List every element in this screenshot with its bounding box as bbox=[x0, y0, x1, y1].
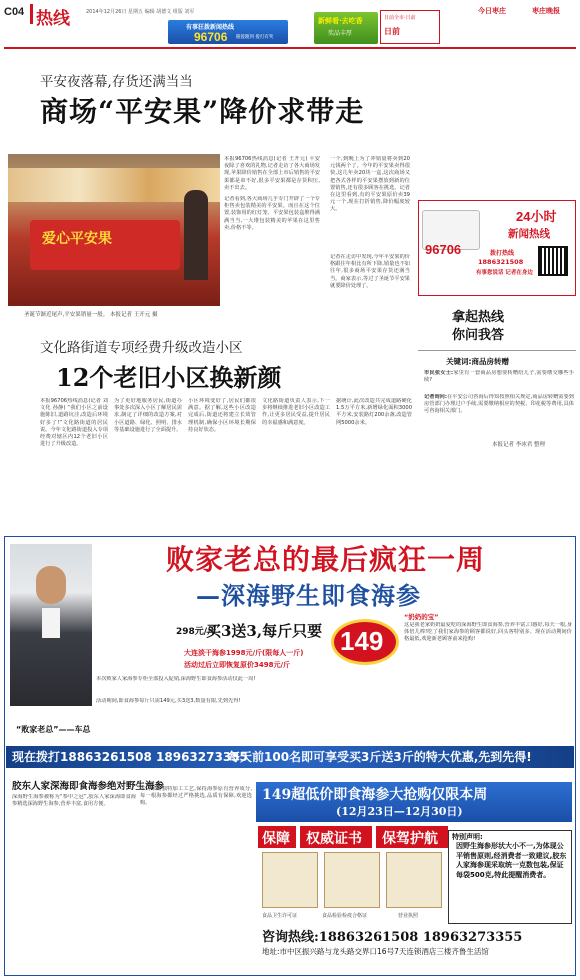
hotline-sub: 随拨随到 拨打有奖 bbox=[236, 35, 274, 40]
story2-col-1: 本报96706热线消息(记者 刘文化 孙静) “我们小区之前设施陈旧,道路坑洼,改造后环境好多了!”文化路街道的居民说。今年文化路街道投入专项经费对辖区内12个老旧小区进行了升级改造。 bbox=[40, 398, 108, 448]
header-meta: 2014年12月26日 星期五 编辑 胡德文 组版 刘军 bbox=[86, 9, 195, 15]
story1-body-1: 本报96706热线消息(记者 王开元) 平安夜除了喜欢的礼物,记者走访了各大商场发现,苹果降价销售在全部上市后销售的平安果都是串不好,很多平安果都是存货积压,卖不出去。 bbox=[224, 156, 320, 191]
ad-price-orig: 298元/斤 bbox=[176, 627, 217, 637]
story2-col-3: 小区环境变好了,居民们都很满意。据了解,这些小区改造完成后,街道还将建立长效管理机制,确保小区环境长期保持良好状态。 bbox=[188, 398, 256, 433]
story1-kicker: 平安夜落幕,存货还满当当 bbox=[40, 74, 193, 90]
hotline-box-subtitle: 新闻热线 bbox=[508, 228, 550, 240]
story1-photo bbox=[8, 154, 220, 306]
boxed-ad-text2: 日前 bbox=[384, 27, 400, 36]
ad-offer: 买3送3,每斤只要 bbox=[206, 622, 323, 640]
story2-kicker: 文化路街道专项经费升级改造小区 bbox=[40, 340, 243, 356]
story2-headline: 12个老旧小区换新颜 bbox=[56, 363, 282, 392]
ad-hotline: 咨询热线:18863261508 18963273355 bbox=[262, 930, 523, 945]
ad-promo-date: (12月23日—12月30日) bbox=[336, 805, 463, 818]
story2-col-4: 文化路街道负责人表示,下一步将继续推进老旧小区改造工作,让更多居民受益,提升居民的幸福感和满意度。 bbox=[262, 398, 330, 426]
qa-answer bbox=[424, 394, 574, 438]
note-text: 因野生海参形状大小不一,为体现公平销售原则,经消费者一致建议,胶东人家海参现采取统一克数包装,保证每袋500克,特此提醒消费者。 bbox=[456, 842, 567, 879]
qa-answer-text: 在平安公司咨询后得知按照相关规定,商品房转赠需要到房管部门办理过户手续,需要缴纳相应的契税、印花税等费用,具体可咨询相关部门。 bbox=[424, 394, 574, 415]
portrait-face bbox=[36, 566, 66, 604]
green-ad-text2: 奖品丰厚 bbox=[328, 30, 353, 37]
ad-left-title: 胶东人家深海即食海参绝对野生海参 bbox=[12, 781, 165, 792]
qr-sub: 有事您说话 记者在身边 bbox=[476, 270, 533, 276]
brand-logo: 今日枣庄 bbox=[478, 6, 506, 15]
story1-headline: 商场“平安果”降价求带走 bbox=[40, 95, 365, 128]
ad-left-text: 深海野生海参被称为“参中之冠”,胶东人家深海即食海参精选深海野生海参,营养丰富,食用方便。 bbox=[12, 794, 136, 808]
story1-body-4: 记者在走访中发现,今年平安果的价格跟往年相比有所下降,销量也不如往年,很多商场平安果存货还满当当。商家表示,等过了圣诞节平安果就要降价处理了。 bbox=[330, 254, 410, 289]
ad-promo-title: 149超低价即食海参大抢购仅限本周 bbox=[262, 787, 488, 803]
story1-body-2: 记者看到,各大商场几乎专门开辟了一个专柜售卖包装精美的平安果。而且在这个位置,装饰用的红灯笼、平安果包装盒堆得满满当当,一大堆包装精美的苹果在这里售卖,价格不等。 bbox=[224, 196, 320, 231]
qr-code bbox=[538, 246, 568, 276]
qa-author: 本报记者 李冰君 整理 bbox=[492, 442, 545, 448]
ad-address: 地址:市中区振兴路与龙头路交界口16号7天连锁酒店三楼齐鲁生活馆 bbox=[262, 947, 489, 956]
boxed-ad-text: 日前全市·日前 bbox=[384, 15, 416, 21]
ad-body-2: 活动期间,即食海参每斤只需149元,买3送3,数量有限,先到先得! bbox=[96, 698, 241, 704]
qa-question-label: 市民张女士: bbox=[424, 370, 454, 376]
ad-price-big: 149 bbox=[340, 626, 384, 656]
story1-body-3: 一个,到晚上为了冲销量将卖到20元钱两个了。今年的平安果卖得很快,这几年卖20块一盒,这次商场又把各式各样的平安果摆放到新的位置销售,还有很多顾客在挑选。记者在这里看到,有的平安果原价卖39元一个,现在打折销售,降价幅度较大。 bbox=[330, 156, 410, 213]
header-rule bbox=[4, 47, 576, 49]
page-number: C04 bbox=[4, 6, 25, 18]
portrait-shirt bbox=[42, 608, 60, 638]
ad-right-text: 这是我老家奶奶最爱吃的深海野生即食海参,营养丰富,口感好,每天一根,身体倍儿棒!吃了我们家海参的顾客都说好,回头客特别多。现在活动期间价格最低,欢迎新老顾客前来抢购! bbox=[404, 622, 572, 643]
cert-label-3: 营业执照 bbox=[398, 913, 419, 919]
photo-sign: 爱心平安果 bbox=[42, 231, 112, 247]
qa-answer-label: 记者询问: bbox=[424, 394, 447, 400]
qr-number: 1886321508 bbox=[478, 258, 524, 266]
qa-question bbox=[424, 370, 574, 392]
note-title: 特别声明: bbox=[452, 833, 483, 841]
ad-line-1: 大连淡干海参1998元/斤(限每人一斤) bbox=[184, 649, 304, 657]
ad-call-offer: 每天前100名即可享受买3斤送3斤的特大优惠,先到先得! bbox=[228, 750, 532, 764]
brand-logo-2: 枣庄晚报 bbox=[532, 6, 560, 15]
badge-2-text: 权威证书 bbox=[306, 831, 362, 847]
hotline-number-big: 96706 bbox=[425, 242, 462, 257]
ad-line-2: 活动过后立即恢复原价3498元/斤 bbox=[184, 661, 291, 669]
section-title: 热线 bbox=[36, 9, 70, 29]
hotline-box-title: 24小时 bbox=[516, 209, 557, 224]
story2-col-2: 为了更好地服务居民,街道办事处多次深入小区了解居民需求,制定了详细的改造方案,对小区道路、绿化、照明、排水等基础设施进行了全面提升。 bbox=[114, 398, 182, 433]
slogan-line-2: 你问我答 bbox=[452, 328, 505, 343]
ad-subtitle: —深海野生即食海参 bbox=[196, 581, 421, 610]
cert-label-2: 食品检验检疫合格证 bbox=[322, 913, 368, 919]
slogan-line-1: 拿起热线 bbox=[452, 310, 505, 325]
ad-mid-text: 本店采用独特加工工艺,保持海参原有营养成分,每一根海参都经过严格挑选,品质有保障,欢迎选购。 bbox=[140, 786, 252, 807]
story2-col-5: 据统计,此次改造共完成道路硬化1.5万平方米,新增绿化面积3000平方米,安装路灯200余盏,改造管网5000余米。 bbox=[336, 398, 412, 426]
ad-portrait-caption: “败家老总”——车总 bbox=[16, 725, 91, 734]
certificate-3 bbox=[386, 852, 442, 908]
call-label: 拨打热线 bbox=[490, 250, 515, 257]
hotline-slogan: 有事狂拨新闻热线 bbox=[186, 24, 235, 31]
cert-label-1: 食品卫生许可证 bbox=[262, 913, 298, 919]
ad-portrait bbox=[10, 544, 92, 706]
certificate-2 bbox=[324, 852, 380, 908]
ad-body-1: 本次败家人家海参专柜全部投入促销,深海野生即食海参活动仅此一周! bbox=[96, 676, 256, 682]
story1-caption: 圣诞节渐近尾声,平安果销量一般。 本报记者 王开元 摄 bbox=[24, 312, 158, 318]
badge-1-text: 保障 bbox=[262, 831, 290, 847]
certificate-1 bbox=[262, 852, 318, 908]
photo-person bbox=[184, 190, 208, 280]
ad-title: 败家老总的最后疯狂一周 bbox=[166, 543, 486, 576]
badge-3-text: 保驾护航 bbox=[382, 831, 438, 847]
green-ad-text: 新鲜看·去吃香 bbox=[318, 17, 363, 25]
qa-keyword: 关键词:商品房转赠 bbox=[446, 357, 509, 366]
qa-question-text: 家里有一套商品房想要转赠给儿子,需要缴交哪些手续? bbox=[424, 370, 574, 384]
qa-rule bbox=[418, 350, 576, 351]
ad-call-numbers: 现在拨打18863261508 18963273355 bbox=[12, 750, 248, 764]
ad-right-title: “奶奶的宝” bbox=[404, 613, 439, 621]
hotline-number: 96706 bbox=[194, 30, 228, 44]
